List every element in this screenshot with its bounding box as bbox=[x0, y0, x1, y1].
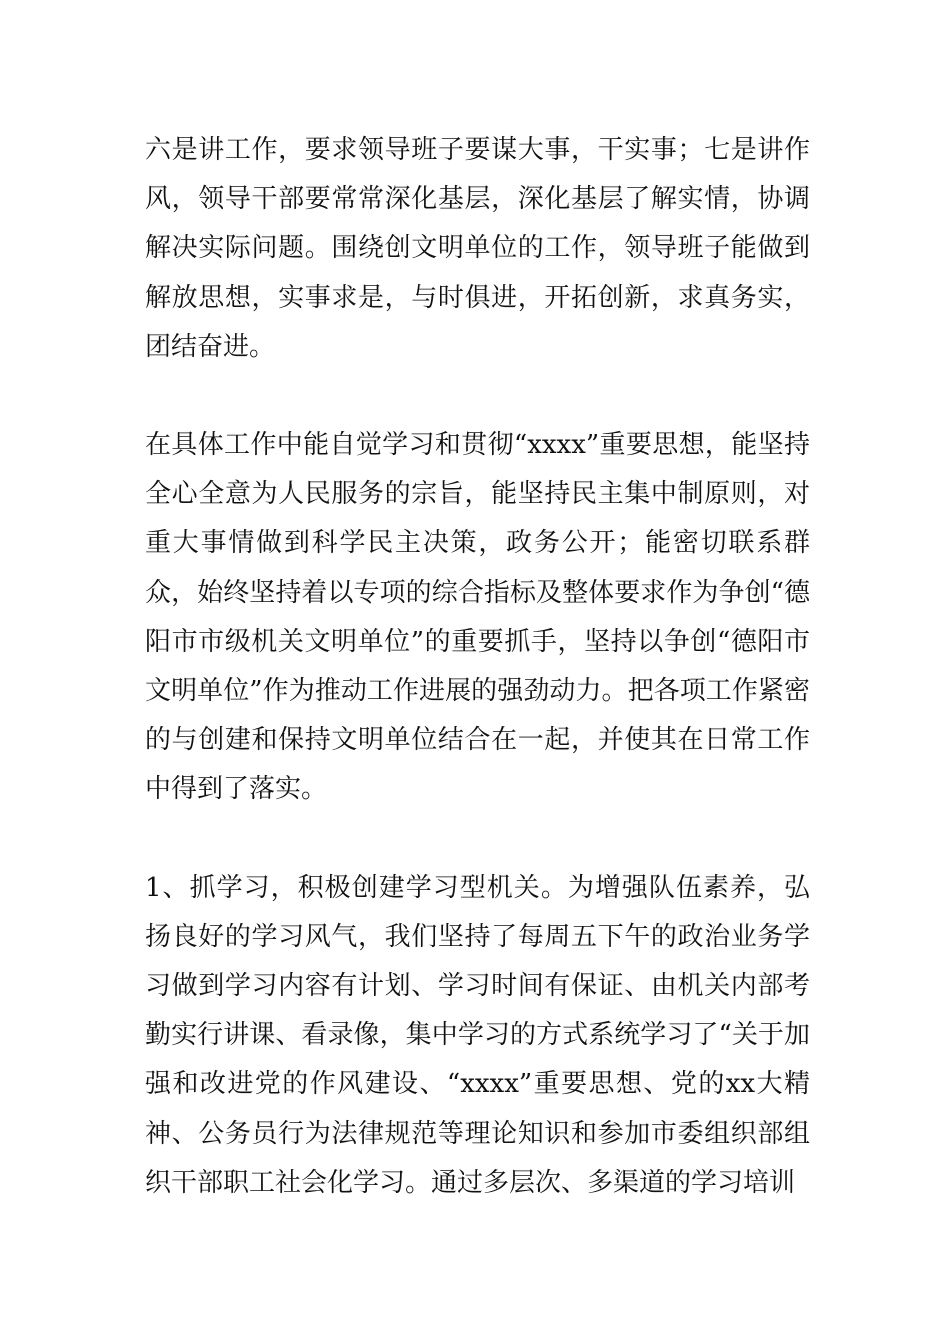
paragraph-1: 六是讲工作，要求领导班子要谋大事，干实事；七是讲作风，领导干部要常常深化基层，深化基层了解实情，协调解决实际问题。围绕创文明单位的工作，领导班子能做到解放思想，实事求是，与时俱进，开拓创新，求真务实，团结奋进。 bbox=[145, 135, 810, 362]
document-body bbox=[145, 126, 810, 1208]
paragraph-2: 在具体工作中能自觉学习和贯彻“xxxx”重要思想，能坚持全心全意为人民服务的宗旨，能坚持民主集中制原则，对重大事情做到科学民主决策，政务公开；能密切联系群众，始终坚持着以专项的综合指标及整体要求作为争创“德阳市市级机关文明单位”的重要抓手，坚持以争创“德阳市文明单位”作为推动工作进展的强劲动力。把各项工作紧密的与创建和保持文明单位结合在一起，并使其在日常工作中得到了落实。 bbox=[145, 430, 810, 805]
paragraph-3: 1、抓学习，积极创建学习型机关。为增强队伍素养，弘扬良好的学习风气，我们坚持了每周五下午的政治业务学习做到学习内容有计划、学习时间有保证、由机关内部考勤实行讲课、看录像，集中学习的方式系统学习了“关于加强和改进党的作风建设、“xxxx”重要思想、党的xx大精神、公务员行为法律规范等理论知识和参加市委组织部组织干部职工社会化学习。通过多层次、多渠道的学习培训 bbox=[145, 872, 810, 1198]
